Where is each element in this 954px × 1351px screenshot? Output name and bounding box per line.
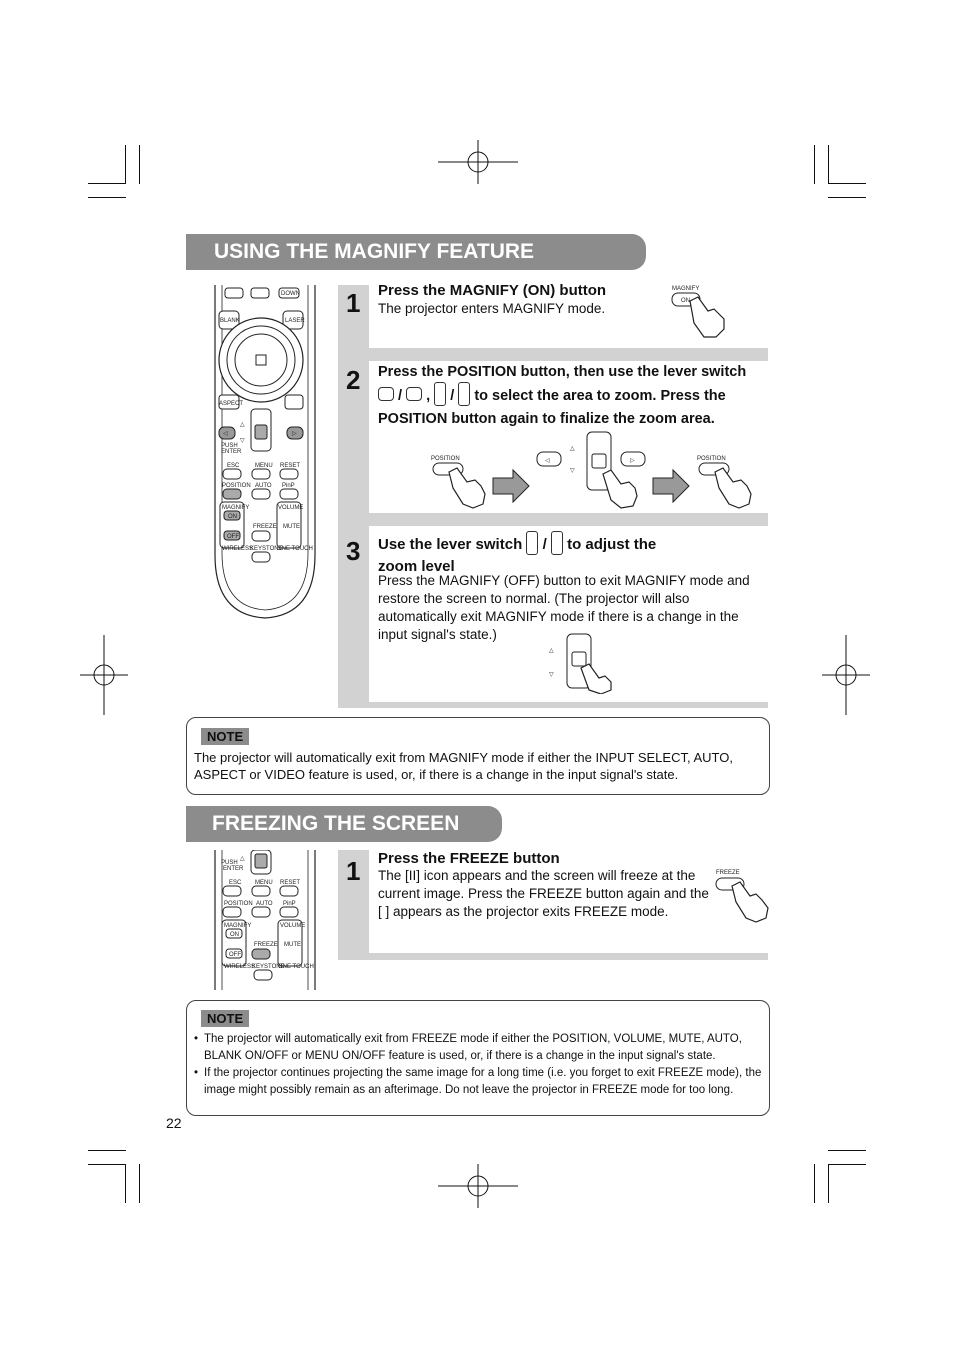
svg-text:◁: ◁	[223, 431, 228, 437]
svg-text:◁: ◁	[545, 458, 550, 464]
step-2-instructions	[378, 361, 768, 431]
svg-text:MAGNIFY: MAGNIFY	[224, 923, 252, 929]
svg-text:LASER: LASER	[285, 318, 305, 324]
svg-text:OFF: OFF	[229, 952, 241, 958]
svg-text:BLANK: BLANK	[220, 318, 240, 324]
svg-text:ASPECT: ASPECT	[219, 401, 244, 407]
svg-text:▽: ▽	[570, 468, 575, 474]
svg-text:PinP: PinP	[283, 901, 296, 907]
svg-text:RESET: RESET	[280, 463, 301, 469]
svg-text:POSITION: POSITION	[222, 483, 251, 489]
svg-text:KEYSTONE: KEYSTONE	[250, 546, 283, 552]
svg-text:OFF: OFF	[227, 534, 239, 540]
registration-mark-right	[822, 635, 870, 715]
step-3-title-b: to adjust the	[567, 535, 657, 553]
position-lever-sequence-illustration	[425, 430, 765, 512]
svg-text:PUSH: PUSH	[221, 443, 238, 449]
lever-zoom-hand-icon	[545, 630, 615, 694]
svg-text:VOLUME: VOLUME	[280, 923, 306, 929]
svg-text:MENU: MENU	[255, 463, 273, 469]
svg-text:VOLUME: VOLUME	[278, 505, 304, 511]
svg-text:ESC: ESC	[227, 463, 240, 469]
step-number: 3	[346, 536, 361, 566]
step-2-line2: / , / to select the area to zoom. Press the	[378, 384, 768, 408]
remote-control-illustration	[205, 285, 325, 620]
note-tag: NOTE	[201, 1010, 249, 1027]
svg-text:MUTE: MUTE	[283, 524, 300, 530]
svg-text:POSITION: POSITION	[224, 901, 253, 907]
svg-text:ENTER: ENTER	[221, 449, 242, 455]
svg-text:MUTE: MUTE	[284, 942, 301, 948]
svg-text:RESET: RESET	[280, 880, 301, 886]
lever-up-icon	[434, 382, 446, 406]
svg-text:FREEZE: FREEZE	[253, 524, 277, 530]
registration-mark-top	[438, 140, 518, 184]
svg-text:△: △	[549, 648, 554, 654]
step-2-line1: Press the POSITION button, then use the lever switch	[378, 364, 747, 380]
note-bullet-list	[194, 1031, 764, 1099]
step-2-line3: POSITION button again to finalize the zoom area.	[378, 411, 715, 427]
section-title-text: USING THE MAGNIFY FEATURE	[214, 240, 535, 263]
svg-text:PinP: PinP	[282, 483, 295, 489]
svg-text:KEYSTONE: KEYSTONE	[252, 964, 285, 970]
svg-text:ON: ON	[230, 932, 239, 938]
svg-text:▷: ▷	[292, 431, 297, 437]
lever-down-icon	[551, 531, 563, 555]
registration-mark-left	[80, 635, 128, 715]
svg-text:POSITION: POSITION	[431, 456, 460, 462]
lever-right-icon	[406, 387, 422, 401]
svg-text:▷: ▷	[630, 458, 635, 464]
magnify-on-button-hand-icon	[668, 283, 732, 341]
step-3-body: Press the MAGNIFY (OFF) button to exit MAGNIFY mode and restore the screen to normal. (The projector will also automatically exit MAGNIFY mode if there is a change in the input signal's state.)	[378, 573, 750, 642]
lever-left-icon	[378, 387, 394, 401]
section-title-magnify	[186, 234, 646, 270]
svg-text:MAGNIFY: MAGNIFY	[672, 286, 700, 292]
svg-text:POSITION: POSITION	[697, 456, 726, 462]
step-number: 2	[346, 365, 361, 395]
note-bullet-text: If the projector continues projecting the same image for a long time (i.e. you forget to exit FREEZE mode), the image might possibly remain as an afterimage. Do not leave the projector in FREEZE mode for too long.	[204, 1067, 762, 1096]
svg-text:MAGNIFY: MAGNIFY	[222, 505, 250, 511]
svg-text:ONE TOUCH: ONE TOUCH	[277, 546, 313, 552]
freeze-button-hand-icon	[714, 866, 774, 924]
note-bullet-text: The projector will automatically exit from FREEZE mode if either the POSITION, VOLUME, MUTE, AUTO, BLANK ON/OFF or MENU ON/OFF feature is used, or, if there is a change in the input signal's state.	[204, 1033, 742, 1062]
svg-text:ESC: ESC	[229, 880, 242, 886]
note-bullet-item: • The projector will automatically exit from FREEZE mode if either the POSITION, VOLUME, MUTE, AUTO, BLANK ON/OFF or MENU ON/OFF feature is used, or, if there is a change in the input signal's state.	[194, 1031, 764, 1065]
step-2-line2-text: to select the area to zoom. Press the	[474, 387, 726, 404]
svg-text:▽: ▽	[549, 672, 554, 678]
svg-text:ON: ON	[228, 514, 237, 520]
note-tag: NOTE	[201, 728, 249, 745]
remote-control-partial-illustration	[205, 850, 325, 990]
svg-text:WIRELESS: WIRELESS	[222, 546, 254, 552]
step-3-title: Use the lever switch / to adjust the zoom level	[378, 533, 763, 576]
svg-text:ONE TOUCH: ONE TOUCH	[278, 964, 314, 970]
section-title-freeze	[186, 806, 502, 842]
lever-up-icon	[526, 531, 538, 555]
step-3-title-c: zoom level	[378, 558, 455, 575]
svg-text:FREEZE: FREEZE	[254, 942, 278, 948]
lever-down-icon	[458, 382, 470, 406]
step-title: Press the MAGNIFY (ON) button	[378, 282, 607, 299]
step-body: The [II] icon appears and the screen will freeze at the current image. Press the FREEZE button again and the [ ] appears as the projector exits FREEZE mode.	[378, 868, 709, 919]
svg-text:DOWN: DOWN	[281, 291, 300, 297]
svg-text:AUTO: AUTO	[256, 901, 273, 907]
svg-text:▽: ▽	[240, 438, 245, 444]
svg-text:WIRELESS: WIRELESS	[224, 964, 256, 970]
registration-mark-bottom	[438, 1164, 518, 1208]
svg-text:PUSH: PUSH	[221, 860, 238, 866]
step-number: 1	[346, 288, 361, 318]
svg-text:AUTO: AUTO	[255, 483, 272, 489]
step-3-title-a: Use the lever switch	[378, 535, 523, 553]
section-title-text: FREEZING THE SCREEN	[212, 812, 460, 835]
step-title: Press the FREEZE button	[378, 850, 560, 867]
svg-text:△: △	[240, 422, 245, 428]
svg-text:△: △	[570, 446, 575, 452]
step-body: The projector enters MAGNIFY mode.	[378, 301, 606, 316]
note-text: The projector will automatically exit from MAGNIFY mode if either the INPUT SELECT, AUTO, ASPECT or VIDEO feature is used, or, if there is a change in the input signal's state.	[194, 750, 733, 782]
svg-text:FREEZE: FREEZE	[716, 870, 740, 876]
step-number: 1	[346, 856, 361, 886]
page-number: 22	[166, 1115, 182, 1131]
svg-text:ON: ON	[681, 298, 690, 304]
note-bullet-item: • If the projector continues projecting the same image for a long time (i.e. you forget to exit FREEZE mode), the image might possibly remain as an afterimage. Do not leave the projector in FREEZE mode for too long.	[194, 1065, 764, 1099]
svg-text:ENTER: ENTER	[223, 866, 244, 872]
svg-text:MENU: MENU	[255, 880, 273, 886]
svg-text:△: △	[240, 856, 245, 862]
